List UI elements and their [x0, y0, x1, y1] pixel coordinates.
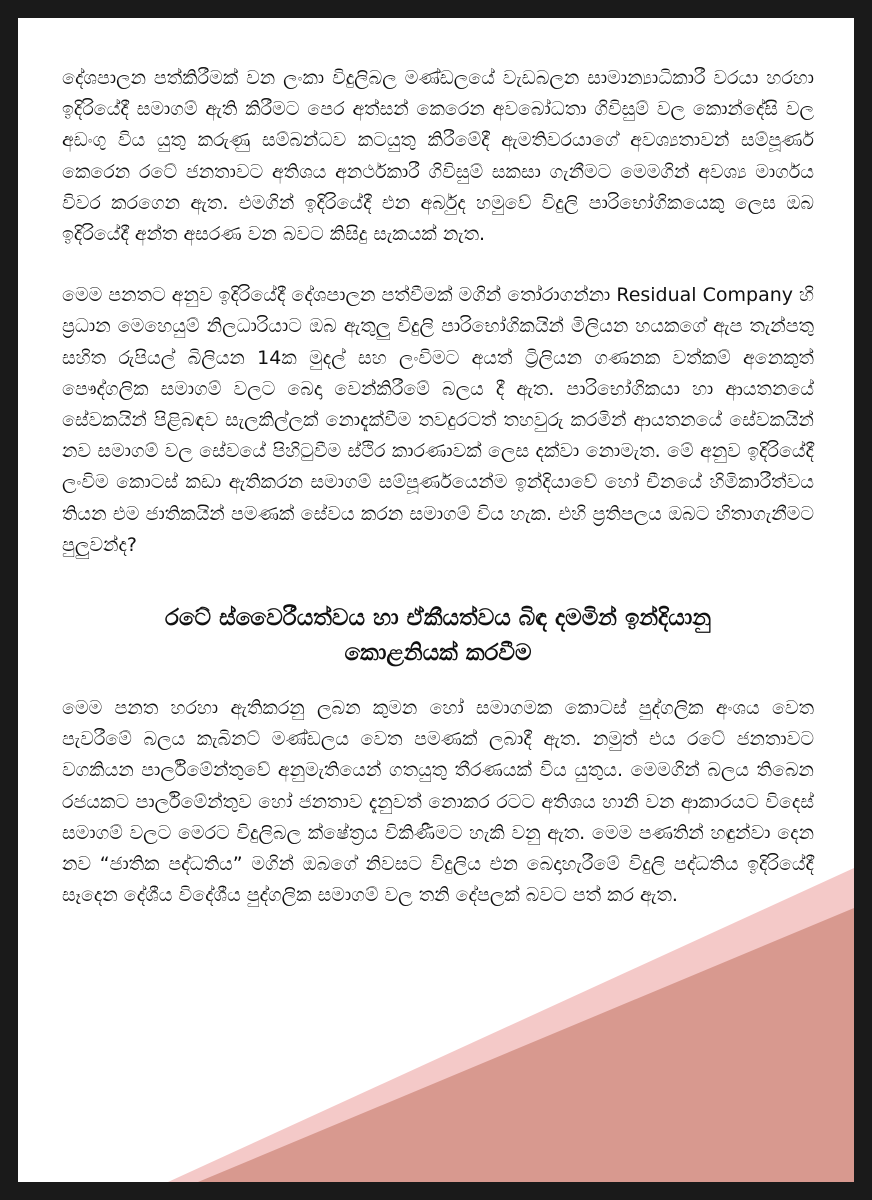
section-heading-line-2: කොළනියක් කරවීම — [344, 640, 532, 667]
paragraph-1: දේශපාලන පත්කිරීමක් වන ලංකා විදුලිබල මණ්ඩලයේ වැඩබලන සාමාන්‍යාධිකාරී වරයා හරහා ඉදිරියේදී සමාගම් ඇති කිරීමට පෙර අත්සන් කෙරෙන අවබෝධතා ගිවිසුම් වල කොන්දේසි වල අඩංගු විය යුතු කරුණු සම්බන්ධව කටයුතු කිරීමේදී ඇමතිවරයාගේ අවශ්‍යතාවන් සම්පූර්ණ කෙරෙන රටේ ජනතාවට අතිශය අනර්ථකාරී ගිවිසුම් සකසා ගැනීමට මෙමගින් අවශ්‍ය මාර්ගය විවර කරගෙන ඇත. එමගින් ඉදිරියේදී එන අර්බුද හමුවේ විදුලි පාරිභෝගිකයෙකු ලෙස ඔබ ඉදිරියේදී අන්ත අසරණ වන බවට කිසිදු සැකයක් නැත. — [62, 67, 814, 246]
paragraph-3: මෙම පනත හරහා ඇතිකරනු ලබන කුමන හෝ සමාගමක කොටස් පුද්ගලික අංශය වෙත පැවරීමේ බලය කැබිනට් මණ්ඩලය වෙත පමණක් ලබාදී ඇත. නමුත් එය රටේ ජනතාවට වගකියන පාර්ලිමේන්තුවේ අනුමැතියෙන් ගතයුතු තීරණයක් විය යුතුය. මෙමගින් බලය තිබෙන රජයකට පාර්ලිමේන්තුව හෝ ජනතාව දැනුවත් නොකර රටට අතිශය හානි වන ආකාරයට විදෙස් සමාගම් වලට මෙරට විදුලිබල ක්ෂේත්‍රය විකිණීමට හැකි වනු ඇත. මෙම පණතින් හඳුන්වා දෙන නව “ජාතික පද්ධතිය” මගින් ඔබගේ නිවසට විදුලිය එන බෙදාහැරීමේ විදුලි පද්ධතිය ඉදිරියේදී සෑදෙන දේශීය විදේශීය පුද්ගලික සමාගම් වල තනි දේපලක් බවට පත් කර ඇත. — [62, 697, 814, 907]
paragraph-2: මෙම පනතට අනුව ඉදිරියේදී දේශපාලන පත්වීමක් මගින් තෝරාගන්නා Residual Company හි ප්‍රධාන මෙහෙයුම් නිලධාරියාට ඔබ ඇතුලු විදුලි පාරිභෝගිකයින් මිලියන හයකගේ ඇප තැන්පතු සහිත රුපියල් බිලියන 14ක මුදල් සහ ලංවිමට අයත් ට්‍රිලියන ගණනක වත්කම් අනෙකුත් පෞද්ගලික සමාගම් වලට බෙදා වෙන්කිරීමේ බලය දී ඇත. පාරිභෝගිකයා හා ආයතනයේ සේවකයින් පිළිබඳව සැලකිල්ලක් නොදැක්වීම තවදුරටත් තහවුරු කරමින් ආයතනයේ සේවකයින් නව සමාගම් වල සේවයේ පිහිටුවීම ස්ථිර කාරණාවක් ලෙස දක්වා නොමැත. මේ අනුව ඉදිරියේදී ලංවිම කොටස් කඩා ඇතිකරන සමාගම් සම්පූර්ණයෙන්ම ඉන්දියාවේ හෝ චීනයේ හිමිකාරීත්වය තියන එම ජාතිකයින් පමණක් සේවය කරන සමාගම් විය හැක. එහි ප්‍රතිපලය ඔබට හිතාගැනීමට පුලුවන්ද? — [62, 284, 815, 556]
document-content — [62, 63, 814, 911]
section-heading — [62, 601, 814, 671]
section-heading-line-1: රටේ ස්වෛරීයත්වය හා ඒකීයත්වය බිඳ දමමින් ඉන්දියානු — [164, 605, 712, 632]
document-page — [18, 18, 854, 1182]
